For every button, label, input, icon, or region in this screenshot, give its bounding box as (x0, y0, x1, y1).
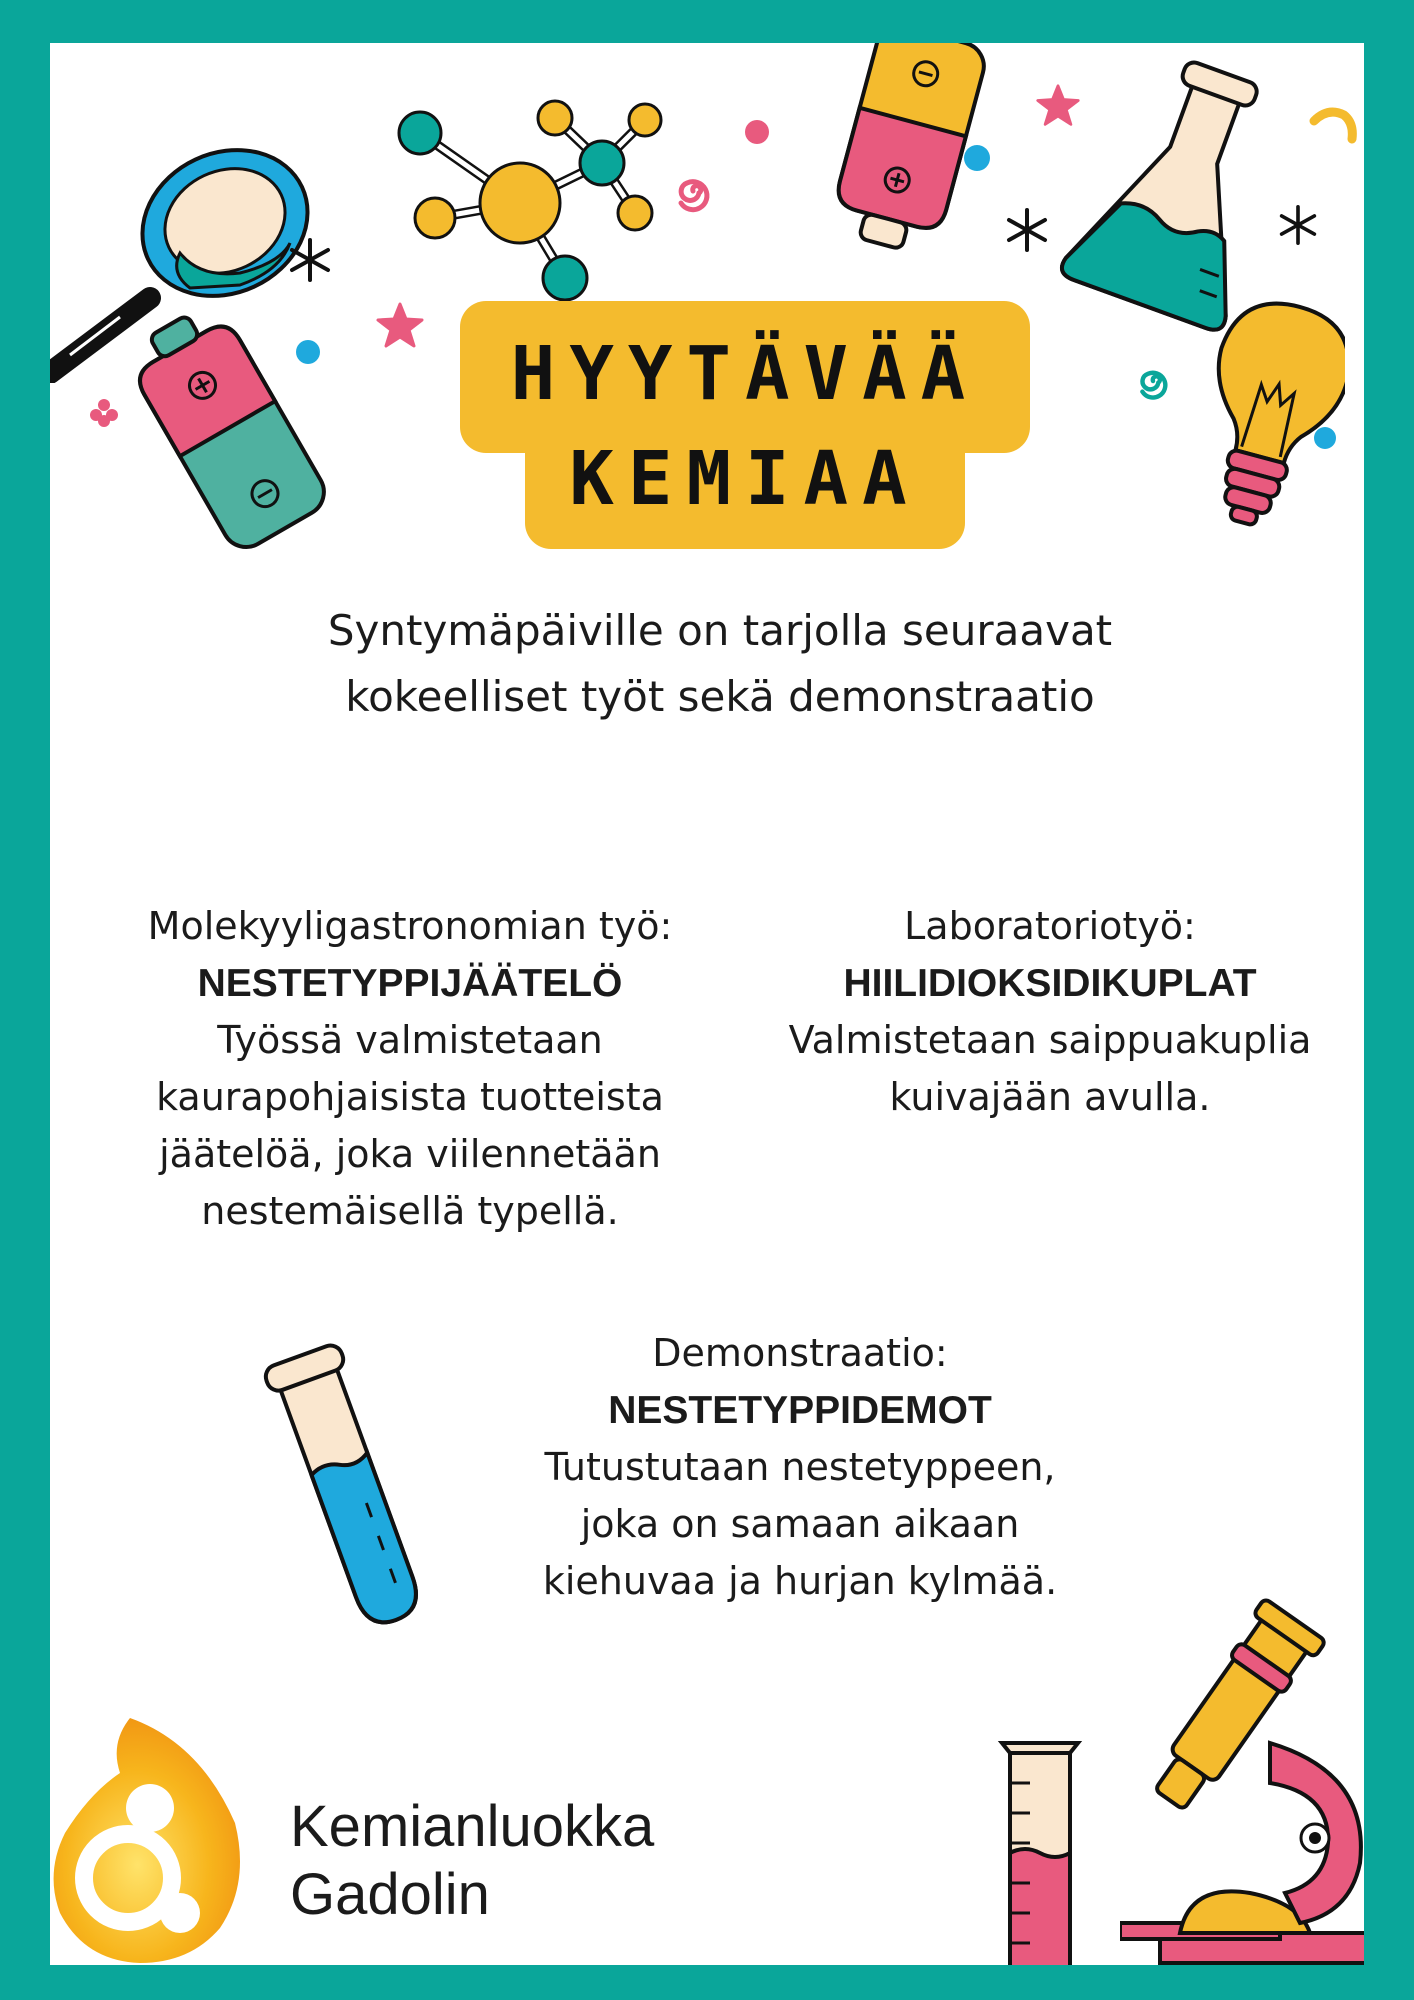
title-line-2: KEMIAA (569, 436, 921, 522)
dot-icon (745, 120, 769, 144)
work-name: NESTETYPPIDEMOT (608, 1389, 992, 1432)
work-desc-line: nestemäisellä typellä. (201, 1189, 619, 1233)
work-desc-line: kaurapohjaisista tuotteista (156, 1075, 664, 1119)
work-desc-line: kiehuvaa ja hurjan kylmää. (542, 1559, 1058, 1603)
work-hiilidioksidikuplat (740, 898, 1360, 1126)
graduated-cylinder-icon (970, 1713, 1110, 1965)
work-name: NESTETYPPIJÄÄTELÖ (197, 962, 623, 1005)
intro-text (220, 598, 1220, 730)
work-kicker: Molekyyligastronomian työ: (147, 904, 673, 948)
intro-line: kokeelliset työt sekä demonstraatio (345, 672, 1095, 721)
star-icon (375, 301, 425, 351)
brand-line: Kemianluokka (290, 1794, 655, 1859)
battery-icon (800, 43, 1030, 263)
sparkle-icon (288, 238, 332, 282)
brand-line: Gadolin (290, 1862, 490, 1927)
flask-icon (1050, 43, 1310, 333)
test-tube-icon (250, 1333, 450, 1653)
work-nestetyppidemot (520, 1325, 1080, 1610)
work-name: HIILIDIOKSIDIKUPLAT (843, 962, 1257, 1005)
spiral-icon (1130, 358, 1176, 404)
work-desc-line: jäätelöä, joka viilennetään (159, 1132, 661, 1176)
gadolin-logo-icon (50, 1713, 250, 1963)
work-kicker: Demonstraatio: (652, 1331, 948, 1375)
light-bulb-icon (1195, 293, 1345, 543)
spiral-icon (1308, 103, 1358, 153)
work-kicker: Laboratoriotyö: (904, 904, 1196, 948)
poster-card (50, 43, 1364, 1965)
microscope-icon (1120, 1593, 1364, 1965)
molecule-icon (370, 63, 670, 323)
work-desc-line: joka on samaan aikaan (580, 1502, 1020, 1546)
work-nestetyppijaatelo (90, 898, 730, 1240)
intro-line: Syntymäpäiville on tarjolla seuraavat (327, 606, 1113, 655)
work-desc-line: Tutustutaan nestetyppeen, (544, 1445, 1056, 1489)
brand-name (290, 1793, 654, 1929)
work-desc-line: Työssä valmistetaan (217, 1018, 603, 1062)
title-badge (460, 301, 1030, 549)
title-line-1: HYYTÄVÄÄ (510, 331, 980, 417)
spiral-icon (667, 165, 719, 217)
work-desc-line: Valmistetaan saippuakuplia (788, 1018, 1312, 1062)
work-desc-line: kuivajään avulla. (889, 1075, 1211, 1119)
battery-icon (110, 293, 350, 573)
